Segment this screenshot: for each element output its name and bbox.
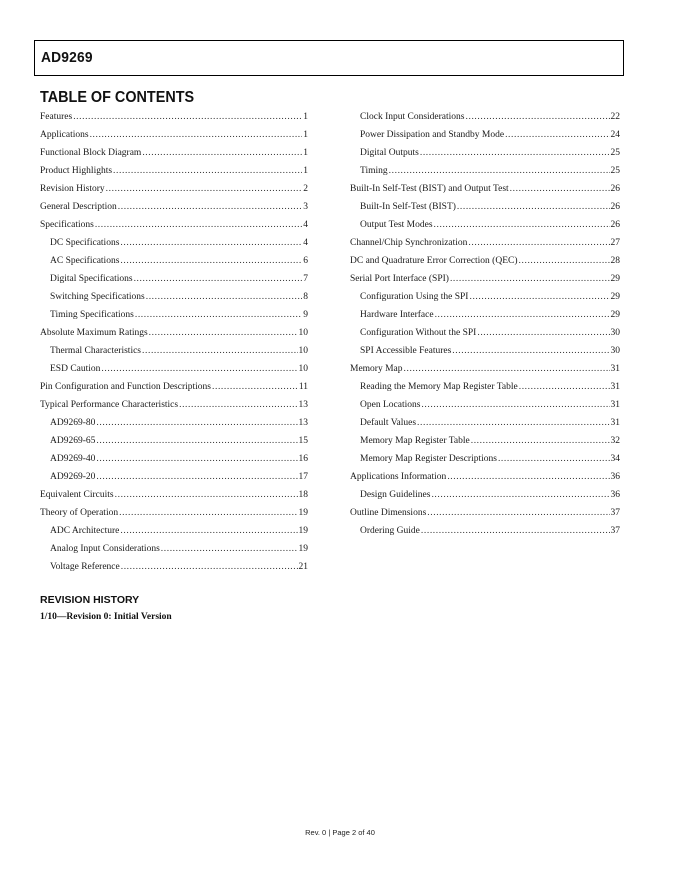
toc-dot-leader: [389, 162, 610, 180]
toc-entry-title: Product Highlights: [40, 166, 113, 176]
toc-entry-title: Memory Map Register Table: [360, 436, 470, 446]
toc-entry[interactable]: [40, 108, 308, 126]
toc-entry-title: Functional Block Diagram: [40, 148, 142, 158]
toc-entry-title: SPI Accessible Features: [360, 346, 452, 356]
toc-entry-page-number: 28: [610, 256, 620, 266]
toc-entry-page-number: 2: [303, 184, 308, 194]
toc-entry-page-number: 25: [610, 166, 620, 176]
toc-entry-title: General Description: [40, 202, 117, 212]
toc-entry[interactable]: [350, 324, 620, 342]
toc-entry[interactable]: [350, 144, 620, 162]
toc-dot-leader: [468, 234, 609, 252]
toc-entry[interactable]: [350, 360, 620, 378]
toc-entry[interactable]: [350, 450, 620, 468]
toc-entry-page-number: 27: [610, 238, 620, 248]
toc-entry-title: Digital Specifications: [50, 274, 133, 284]
toc-entry-title: Digital Outputs: [360, 148, 419, 158]
toc-entry-page-number: 31: [610, 418, 620, 428]
toc-dot-leader: [471, 432, 610, 450]
toc-entry-title: Switching Specifications: [50, 292, 145, 302]
toc-dot-leader: [447, 468, 609, 486]
toc-entry-title: Configuration Without the SPI: [360, 328, 477, 338]
toc-dot-leader: [421, 522, 610, 540]
toc-entry-title: Memory Map Register Descriptions: [360, 454, 497, 464]
toc-entry[interactable]: [40, 414, 308, 432]
toc-entry-page-number: 1: [303, 166, 308, 176]
toc-entry-title: Voltage Reference: [50, 562, 120, 572]
toc-entry[interactable]: [350, 108, 620, 126]
toc-dot-leader: [417, 414, 609, 432]
toc-entry-page-number: 17: [298, 472, 308, 482]
toc-entry-page-number: 16: [298, 454, 308, 464]
toc-entry-title: AD9269-80: [50, 418, 96, 428]
toc-entry[interactable]: [40, 144, 308, 162]
toc-entry-page-number: 1: [303, 148, 308, 158]
toc-entry-page-number: 9: [303, 310, 308, 320]
toc-dot-leader: [452, 342, 609, 360]
toc-entry-title: Default Values: [360, 418, 417, 428]
toc-entry[interactable]: [350, 396, 620, 414]
toc-entry[interactable]: [40, 342, 308, 360]
toc-entry-page-number: 4: [303, 238, 308, 248]
toc-dot-leader: [120, 522, 297, 540]
toc-dot-leader: [96, 450, 297, 468]
toc-entry[interactable]: [350, 162, 620, 180]
toc-dot-leader: [96, 468, 297, 486]
toc-entry-page-number: 21: [298, 562, 308, 572]
toc-dot-leader: [142, 342, 297, 360]
toc-entry-page-number: 29: [610, 310, 620, 320]
toc-dot-leader: [427, 504, 609, 522]
toc-dot-leader: [95, 216, 302, 234]
toc-entry[interactable]: [40, 378, 308, 396]
toc-entry-page-number: 10: [298, 346, 308, 356]
toc-entry[interactable]: [350, 468, 620, 486]
toc-entry-title: AC Specifications: [50, 256, 120, 266]
toc-entry-title: Clock Input Considerations: [360, 112, 465, 122]
toc-entry-title: Equivalent Circuits: [40, 490, 114, 500]
toc-entry-title: Theory of Operation: [40, 508, 119, 518]
toc-entry-title: Thermal Characteristics: [50, 346, 142, 356]
toc-entry-page-number: 13: [298, 418, 308, 428]
toc-dot-leader: [519, 378, 610, 396]
toc-entry[interactable]: [40, 450, 308, 468]
toc-dot-leader: [434, 216, 610, 234]
toc-entry[interactable]: [40, 486, 308, 504]
toc-column-left: [40, 108, 308, 576]
toc-entry-page-number: 19: [298, 544, 308, 554]
toc-entry[interactable]: [40, 504, 308, 522]
toc-entry[interactable]: [40, 126, 308, 144]
toc-entry-page-number: 36: [610, 490, 620, 500]
toc-entry-page-number: 10: [298, 328, 308, 338]
toc-dot-leader: [404, 360, 610, 378]
toc-dot-leader: [498, 450, 610, 468]
toc-entry-page-number: 19: [298, 526, 308, 536]
toc-entry[interactable]: [350, 306, 620, 324]
toc-entry[interactable]: [40, 306, 308, 324]
toc-entry-page-number: 22: [610, 112, 620, 122]
toc-dot-leader: [90, 126, 303, 144]
toc-dot-leader: [435, 306, 610, 324]
toc-dot-leader: [212, 378, 298, 396]
toc-entry-page-number: 25: [610, 148, 620, 158]
toc-entry[interactable]: [350, 288, 620, 306]
toc-entry-page-number: 18: [298, 490, 308, 500]
document-header: [34, 40, 624, 76]
toc-entry-page-number: 15: [298, 436, 308, 446]
toc-dot-leader: [431, 486, 609, 504]
toc-entry-title: Absolute Maximum Ratings: [40, 328, 148, 338]
toc-entry-title: ESD Caution: [50, 364, 101, 374]
toc-entry-title: Serial Port Interface (SPI): [350, 274, 449, 284]
toc-entry[interactable]: [40, 396, 308, 414]
toc-entry-title: AD9269-40: [50, 454, 96, 464]
toc-entry[interactable]: [40, 360, 308, 378]
toc-entry-title: Built-In Self-Test (BIST): [360, 202, 456, 212]
toc-entry-title: Power Dissipation and Standby Mode: [360, 130, 505, 140]
toc-dot-leader: [120, 252, 302, 270]
toc-entry-title: AD9269-65: [50, 436, 96, 446]
toc-entry-title: Memory Map: [350, 364, 403, 374]
toc-entry[interactable]: [40, 198, 308, 216]
toc-entry[interactable]: [40, 540, 308, 558]
toc-entry-page-number: 31: [610, 382, 620, 392]
toc-entry[interactable]: [350, 216, 620, 234]
toc-entry-title: Built-In Self-Test (BIST) and Output Test: [350, 184, 509, 194]
toc-entry[interactable]: [350, 504, 620, 522]
toc-dot-leader: [118, 198, 302, 216]
toc-entry-page-number: 3: [303, 202, 308, 212]
revision-history-entry: 1/10—Revision 0: Initial Version: [40, 612, 172, 622]
toc-entry-page-number: 8: [303, 292, 308, 302]
toc-entry-page-number: 31: [610, 400, 620, 410]
toc-dot-leader: [505, 126, 609, 144]
toc-entry-title: Configuration Using the SPI: [360, 292, 469, 302]
toc-entry-title: Timing Specifications: [50, 310, 134, 320]
toc-entry-page-number: 26: [610, 184, 620, 194]
toc-dot-leader: [149, 324, 298, 342]
toc-entry-title: Output Test Modes: [360, 220, 433, 230]
toc-entry[interactable]: [40, 234, 308, 252]
toc-entry-page-number: 26: [610, 220, 620, 230]
toc-entry[interactable]: [40, 522, 308, 540]
toc-dot-leader: [106, 180, 303, 198]
toc-entry[interactable]: [350, 414, 620, 432]
toc-entry-title: DC Specifications: [50, 238, 120, 248]
toc-entry-page-number: 30: [610, 328, 620, 338]
part-number: AD9269: [41, 49, 93, 66]
toc-entry-title: Pin Configuration and Function Descriptions: [40, 382, 211, 392]
toc-entry-title: Ordering Guide: [360, 526, 420, 536]
toc-entry-page-number: 19: [298, 508, 308, 518]
toc-title: TABLE OF CONTENTS: [40, 89, 195, 106]
toc-entry-page-number: 10: [298, 364, 308, 374]
toc-entry-page-number: 4: [303, 220, 308, 230]
toc-entry-page-number: 34: [610, 454, 620, 464]
toc-dot-leader: [179, 396, 297, 414]
toc-entry[interactable]: [40, 558, 308, 576]
toc-entry-title: DC and Quadrature Error Correction (QEC): [350, 256, 518, 266]
toc-dot-leader: [421, 396, 609, 414]
toc-entry[interactable]: [350, 198, 620, 216]
toc-entry-page-number: 29: [610, 274, 620, 284]
toc-entry-page-number: 13: [298, 400, 308, 410]
toc-entry-title: Applications: [40, 130, 89, 140]
toc-entry[interactable]: [350, 126, 620, 144]
toc-entry[interactable]: [40, 288, 308, 306]
toc-entry-title: Design Guidelines: [360, 490, 431, 500]
toc-entry-title: ADC Architecture: [50, 526, 120, 536]
toc-entry-title: Analog Input Considerations: [50, 544, 160, 554]
toc-entry-page-number: 36: [610, 472, 620, 482]
toc-entry[interactable]: [350, 432, 620, 450]
toc-dot-leader: [96, 414, 297, 432]
toc-entry[interactable]: [350, 252, 620, 270]
toc-entry[interactable]: [40, 180, 308, 198]
toc-entry[interactable]: [40, 270, 308, 288]
toc-dot-leader: [450, 270, 610, 288]
toc-dot-leader: [420, 144, 610, 162]
toc-dot-leader: [519, 252, 610, 270]
toc-dot-leader: [115, 486, 298, 504]
toc-dot-leader: [113, 162, 302, 180]
toc-dot-leader: [457, 198, 610, 216]
toc-dot-leader: [134, 270, 303, 288]
toc-entry-page-number: 11: [298, 382, 308, 392]
toc-entry-title: Revision History: [40, 184, 105, 194]
toc-entry-page-number: 31: [610, 364, 620, 374]
toc-entry[interactable]: [40, 216, 308, 234]
toc-entry[interactable]: [350, 378, 620, 396]
toc-entry-page-number: 24: [610, 130, 620, 140]
toc-entry[interactable]: [350, 522, 620, 540]
toc-entry-title: Reading the Memory Map Register Table: [360, 382, 518, 392]
toc-entry[interactable]: [350, 234, 620, 252]
toc-dot-leader: [119, 504, 297, 522]
toc-dot-leader: [142, 144, 302, 162]
toc-entry-title: Typical Performance Characteristics: [40, 400, 179, 410]
toc-entry-page-number: 1: [303, 112, 308, 122]
toc-entry[interactable]: [40, 324, 308, 342]
toc-dot-leader: [510, 180, 610, 198]
toc-entry-title: Hardware Interface: [360, 310, 434, 320]
toc-dot-leader: [120, 234, 302, 252]
toc-dot-leader: [146, 288, 303, 306]
toc-entry[interactable]: [40, 432, 308, 450]
toc-entry-title: Timing: [360, 166, 388, 176]
toc-entry[interactable]: [350, 180, 620, 198]
toc-dot-leader: [469, 288, 609, 306]
toc-entry-title: Open Locations: [360, 400, 421, 410]
toc-entry[interactable]: [350, 342, 620, 360]
toc-dot-leader: [135, 306, 302, 324]
revision-history-heading: REVISION HISTORY: [40, 594, 140, 606]
toc-column-right: [350, 108, 620, 540]
toc-entry-page-number: 30: [610, 346, 620, 356]
toc-entry[interactable]: [40, 252, 308, 270]
toc-entry-page-number: 7: [303, 274, 308, 284]
toc-entry-title: Outline Dimensions: [350, 508, 427, 518]
toc-entry-page-number: 32: [610, 436, 620, 446]
toc-dot-leader: [121, 558, 298, 576]
toc-entry-title: Specifications: [40, 220, 94, 230]
toc-entry-page-number: 26: [610, 202, 620, 212]
page-footer: Rev. 0 | Page 2 of 40: [305, 828, 375, 837]
toc-entry-page-number: 37: [610, 526, 620, 536]
toc-entry-page-number: 1: [303, 130, 308, 140]
toc-entry-title: Channel/Chip Synchronization: [350, 238, 468, 248]
toc-dot-leader: [73, 108, 302, 126]
toc-dot-leader: [101, 360, 297, 378]
toc-entry-page-number: 29: [610, 292, 620, 302]
toc-entry[interactable]: [350, 486, 620, 504]
toc-entry[interactable]: [40, 162, 308, 180]
toc-entry[interactable]: [40, 468, 308, 486]
toc-dot-leader: [477, 324, 609, 342]
toc-entry-page-number: 6: [303, 256, 308, 266]
toc-entry[interactable]: [350, 270, 620, 288]
toc-entry-page-number: 37: [610, 508, 620, 518]
toc-entry-title: Features: [40, 112, 73, 122]
toc-dot-leader: [161, 540, 298, 558]
toc-entry-title: Applications Information: [350, 472, 447, 482]
toc-entry-title: AD9269-20: [50, 472, 96, 482]
toc-dot-leader: [466, 108, 610, 126]
toc-dot-leader: [96, 432, 297, 450]
